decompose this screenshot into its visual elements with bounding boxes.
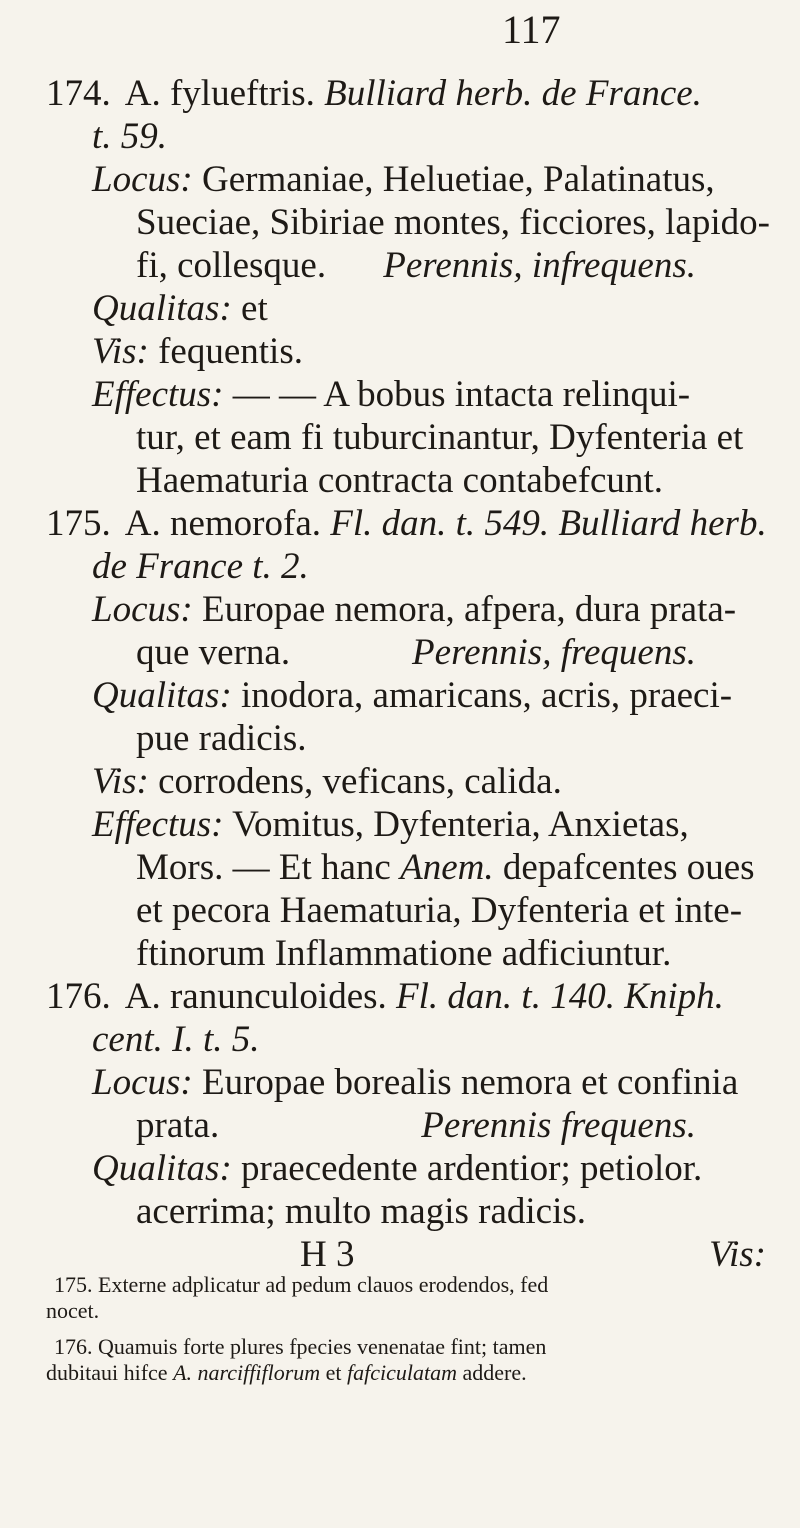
locus-label: Locus: <box>92 589 193 630</box>
entry-heading <box>46 72 736 115</box>
entry-number: 174. <box>46 73 111 114</box>
effectus-line <box>46 459 736 502</box>
qualitas-label: Qualitas: <box>92 1148 232 1189</box>
habit: Perennis frequens. <box>421 1105 696 1146</box>
locus-text: que verna. <box>136 632 291 673</box>
reference: Bulliard herb. de France. <box>324 73 702 114</box>
footnote-175 <box>46 1272 766 1298</box>
reference-cont <box>46 1018 736 1061</box>
vis-label: Vis: <box>92 761 149 802</box>
reference-plate: de France t. 2. <box>92 546 309 587</box>
qualitas-text: et <box>241 288 268 329</box>
signature-line <box>46 1233 766 1276</box>
locus-line <box>46 588 736 631</box>
effectus-line <box>46 373 736 416</box>
footnote-text: nocet. <box>46 1298 100 1323</box>
qualitas-line <box>46 1190 736 1233</box>
locus-line <box>46 1104 736 1147</box>
effectus-text: Haematuria contracta contabefcunt. <box>136 460 663 501</box>
effectus-line <box>46 416 744 459</box>
entry-176 <box>46 975 766 1276</box>
habit: Perennis, frequens. <box>412 632 696 673</box>
locus-text: Sueciae, Sibiriae montes, ficciores, lapido- <box>136 202 770 243</box>
species-name: A. fylueftris. <box>124 73 315 114</box>
reference: Fl. dan. t. 140. Kniph. <box>396 976 724 1017</box>
reference-cont <box>46 115 736 158</box>
species-ref: fafciculatam <box>347 1360 458 1385</box>
species-name: A. ranunculoides. <box>124 976 387 1017</box>
locus-text: Germaniae, Heluetiae, Palatinatus, <box>201 159 715 200</box>
footnote-text: et <box>325 1360 342 1385</box>
catchword: Vis: <box>709 1234 766 1275</box>
entry-number: 176. <box>46 976 111 1017</box>
footnote-176 <box>46 1334 766 1360</box>
locus-line <box>46 631 736 674</box>
entry-heading <box>46 502 767 545</box>
qualitas-line <box>46 1147 736 1190</box>
effectus-text: ftinorum Inflammatione adficiuntur. <box>136 933 672 974</box>
footnote-176-cont <box>46 1360 766 1386</box>
entry-number: 175. <box>46 503 111 544</box>
locus-text: Europae nemora, afpera, dura prata- <box>201 589 737 630</box>
genus-abbrev: Anem. <box>400 847 494 888</box>
effectus-text: Vomitus, Dyfenteria, Anxietas, <box>232 804 689 845</box>
footnotes <box>46 1272 766 1386</box>
entry-heading <box>46 975 736 1018</box>
vis-text: fequentis. <box>158 331 303 372</box>
footnote-number: 176. <box>54 1334 93 1359</box>
locus-line <box>46 158 736 201</box>
qualitas-line <box>46 717 736 760</box>
reference-plate: cent. I. t. 5. <box>92 1019 260 1060</box>
locus-line <box>46 1061 739 1104</box>
effectus-text: et pecora Haematuria, Dyfenteria et inte- <box>136 890 743 931</box>
effectus-label: Effectus: <box>92 804 224 845</box>
locus-text: prata. <box>136 1105 220 1146</box>
qualitas-text: praecedente ardentior; petiolor. <box>241 1148 703 1189</box>
footnote-text: Externe adplicatur ad pedum clauos erodendos, fed <box>98 1272 549 1297</box>
footnote-text: dubitaui hifce <box>46 1360 168 1385</box>
qualitas-line <box>46 287 736 330</box>
effectus-line <box>46 846 755 889</box>
footnote-175-cont <box>46 1298 766 1324</box>
effectus-line <box>46 889 743 932</box>
qualitas-label: Qualitas: <box>92 288 232 329</box>
vis-line <box>46 330 736 373</box>
effectus-text: Mors. — Et hanc <box>136 847 391 888</box>
qualitas-label: Qualitas: <box>92 675 232 716</box>
reference-cont <box>46 545 736 588</box>
effectus-text: depafcentes oues <box>502 847 755 888</box>
reference-plate: t. 59. <box>92 116 168 157</box>
species-ref: A. narciffiflorum <box>173 1360 321 1385</box>
species-name: A. nemorofa. <box>124 503 321 544</box>
effectus-label: Effectus: <box>92 374 224 415</box>
page-number: 117 <box>502 7 561 52</box>
locus-line <box>46 244 736 287</box>
effectus-text: — — A bobus intacta relinqui- <box>232 374 691 415</box>
signature-mark: H 3 <box>300 1234 355 1275</box>
footnote-text: addere. <box>462 1360 527 1385</box>
entry-175 <box>46 502 767 975</box>
entry-174 <box>46 72 770 502</box>
vis-text: corrodens, veficans, calida. <box>158 761 562 802</box>
qualitas-text: inodora, amaricans, acris, praeci- <box>241 675 733 716</box>
footnote-text: Quamuis forte plures fpecies venenatae fint; tamen <box>98 1334 547 1359</box>
locus-label: Locus: <box>92 1062 193 1103</box>
effectus-text: tur, et eam fi tuburcinantur, Dyfenteria et <box>136 417 744 458</box>
locus-label: Locus: <box>92 159 193 200</box>
qualitas-text: pue radicis. <box>136 718 307 759</box>
habit: Perennis, infrequens. <box>383 245 696 286</box>
reference: Fl. dan. t. 549. Bulliard herb. <box>330 503 767 544</box>
vis-label: Vis: <box>92 331 149 372</box>
qualitas-line <box>46 674 736 717</box>
locus-text: fi, collesque. <box>136 245 327 286</box>
effectus-line <box>46 803 736 846</box>
locus-text: Europae borealis nemora et confinia <box>201 1062 739 1103</box>
locus-line <box>46 201 770 244</box>
qualitas-text: acerrima; multo magis radicis. <box>136 1191 587 1232</box>
vis-line <box>46 760 736 803</box>
effectus-line <box>46 932 736 975</box>
footnote-number: 175. <box>54 1272 93 1297</box>
